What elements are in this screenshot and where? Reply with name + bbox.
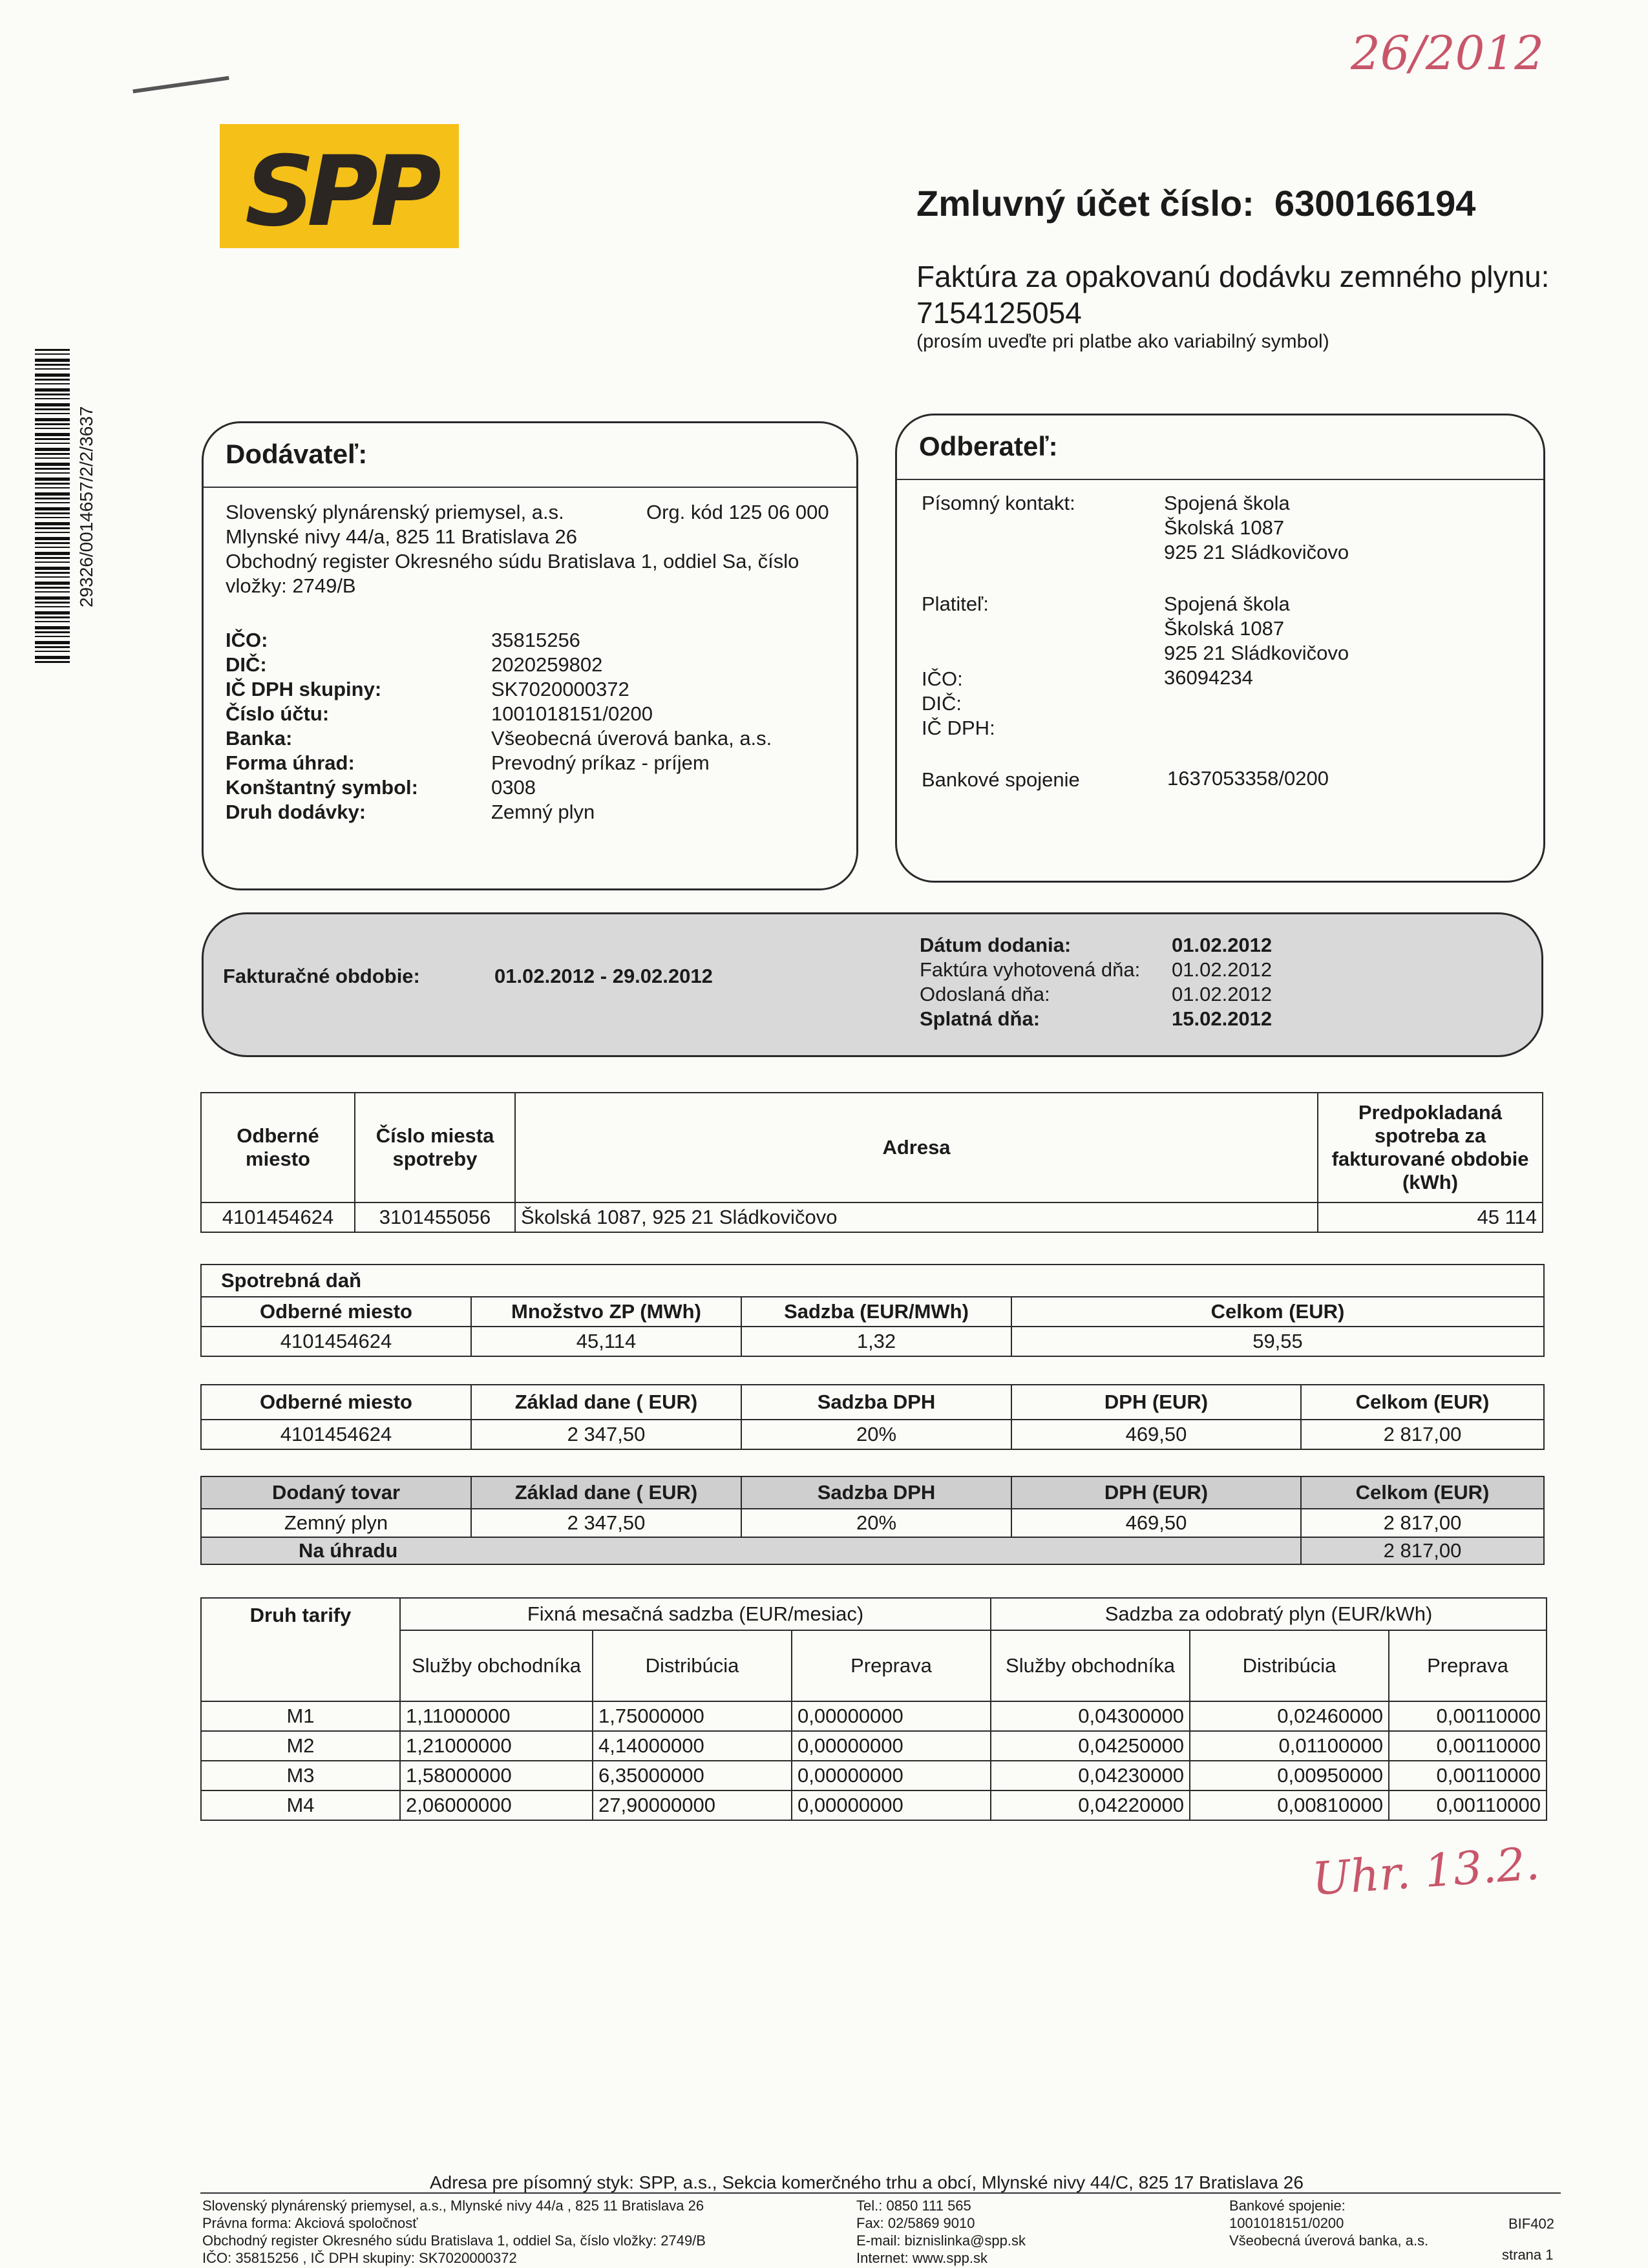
period-value: 01.02.2012 - 29.02.2012 [494,965,713,987]
ico-label: IČO: [922,667,963,690]
supplier-field-label: Banka: [226,727,293,750]
supplier-address: Mlynské nivy 44/a, 825 11 Bratislava 26 [226,525,577,548]
footer-mail-address: Adresa pre písomný styk: SPP, a.s., Sekcia komerčného trhu a obcí, Mlynské nivy 44/C, 825 17 Bratislava 26 [430,2172,1304,2192]
table-header: Sadzba (EUR/MWh) [741,1297,1011,1327]
period-date-label: Odoslaná dňa: [920,983,1050,1005]
table-header: Distribúcia [593,1630,792,1701]
tariff-cell: 0,00110000 [1389,1790,1547,1820]
footer-divider [200,2192,1561,2194]
table-header: Druh tarify [201,1598,400,1701]
tariff-cell: 27,90000000 [593,1790,792,1820]
tariff-row [201,1731,1547,1761]
period-date-label: Splatná dňa: [920,1007,1041,1030]
supplier-org-code: Org. kód 125 06 000 [646,501,829,523]
handwritten-paid-note: Uhr. 13.2. [1310,1836,1541,1906]
tariff-cell: 2,06000000 [400,1790,593,1820]
table-header: Služby obchodníka [991,1630,1190,1701]
supplier-field-label: DIČ: [226,653,267,676]
account-number: Zmluvný účet číslo: 6300166194 [916,183,1476,224]
tariff-cell: 0,00950000 [1190,1761,1389,1790]
bank-label: Bankové spojenie [922,768,1080,791]
period-date-value: 15.02.2012 [1172,1007,1273,1030]
contact-line: Spojená škola [1164,492,1290,514]
tariff-cell: 1,75000000 [593,1701,792,1731]
excise-title: Spotrebná daň [201,1265,1544,1297]
table-header: Odberné miesto [201,1297,471,1327]
supplier-field-value: 35815256 [491,629,580,651]
supplier-field-label: IČO: [226,629,268,651]
tariff-cell: 0,04300000 [991,1701,1190,1731]
table-header: Fixná mesačná sadzba (EUR/mesiac) [400,1598,991,1630]
supplier-heading: Dodávateľ: [226,439,368,469]
supplier-field-value: 1001018151/0200 [491,702,653,725]
supplier-box [202,421,858,890]
supplier-field-label: Konštantný symbol: [226,776,418,799]
supplier-field-value: 0308 [491,776,536,799]
period-date-label: Dátum dodania: [920,934,1072,956]
tariff-cell: 0,00110000 [1389,1731,1547,1761]
supplier-register: Obchodný register Okresného súdu Bratislava 1, oddiel Sa, číslo [226,550,799,572]
tariff-cell: M3 [201,1761,400,1790]
tariff-cell: 4,14000000 [593,1731,792,1761]
table-row: Zemný plyn 2 347,50 20% 469,50 2 817,00 [201,1509,1544,1537]
table-header: Sadzba DPH [741,1385,1011,1420]
spp-logo: SPP [220,124,459,248]
table-header: Adresa [515,1093,1318,1202]
footer-page: strana 1 [1502,2247,1554,2263]
tariff-cell: 1,21000000 [400,1731,593,1761]
tariff-cell: M1 [201,1701,400,1731]
tariff-cell: 0,00000000 [792,1761,991,1790]
bank-account: 1637053358/0200 [1167,767,1329,790]
tariff-row [201,1790,1547,1820]
tariff-cell: 0,00110000 [1389,1701,1547,1731]
contact-line: Školská 1087 [1164,516,1285,539]
period-date-value: 01.02.2012 [1172,958,1273,981]
dic-label: DIČ: [922,692,962,715]
contact-label: Písomný kontakt: [922,492,1075,514]
payer-label: Platiteľ: [922,593,989,615]
footer-bank: Bankové spojenie: 1001018151/0200 Všeobecná úverová banka, a.s. [1229,2198,1429,2249]
excise-tax-table [200,1264,1545,1357]
table-header: DPH (EUR) [1011,1385,1301,1420]
payer-line: Školská 1087 [1164,617,1285,640]
supplier-field-value: Zemný plyn [491,801,595,823]
table-header: Celkom (EUR) [1301,1385,1544,1420]
total-row [201,1537,1544,1564]
table-header: Celkom (EUR) [1301,1476,1544,1509]
period-date-label: Faktúra vyhotovená dňa: [920,958,1141,981]
vat-table [200,1384,1545,1450]
table-header: Odberné miesto [201,1385,471,1420]
barcode [35,349,70,666]
supplier-field-value: Všeobecná úverová banka, a.s. [491,727,772,750]
supplier-name: Slovenský plynárenský priemysel, a.s. [226,501,564,523]
tariff-cell: 0,02460000 [1190,1701,1389,1731]
tariff-cell: 6,35000000 [593,1761,792,1790]
table-header: Predpokladaná spotreba za fakturované obdobie (kWh) [1318,1093,1543,1202]
table-header: DPH (EUR) [1011,1476,1301,1509]
tariff-cell: 0,04230000 [991,1761,1190,1790]
goods-table [200,1476,1545,1565]
tariff-row [201,1761,1547,1790]
tariff-cell: 0,04250000 [991,1731,1190,1761]
tariff-cell: 0,01100000 [1190,1731,1389,1761]
period-date-value: 01.02.2012 [1172,934,1273,956]
customer-box [895,414,1545,883]
tariff-cell: 0,00000000 [792,1731,991,1761]
table-header: Množstvo ZP (MWh) [471,1297,741,1327]
period-date-value: 01.02.2012 [1172,983,1273,1005]
table-header: Služby obchodníka [400,1630,593,1701]
tariff-cell: 0,00000000 [792,1790,991,1820]
table-header: Distribúcia [1190,1630,1389,1701]
tariff-cell: 1,11000000 [400,1701,593,1731]
icdph-label: IČ DPH: [922,717,995,739]
footer-contact: Tel.: 0850 111 565 Fax: 02/5869 9010 E-mail: biznislinka@spp.sk Internet: www.spp.sk [856,2198,1026,2266]
payer-ico: 36094234 [1164,666,1253,689]
payer-line: Spojená škola [1164,593,1290,615]
tariff-cell: 1,58000000 [400,1761,593,1790]
tariff-cell: 0,04220000 [991,1790,1190,1820]
table-header: Základ dane ( EUR) [471,1385,741,1420]
contact-line: 925 21 Sládkovičovo [1164,541,1349,563]
footer-form-code: BIF402 [1508,2216,1554,2232]
customer-heading: Odberateľ: [919,431,1058,461]
supplier-field-value: SK7020000372 [491,678,629,700]
supplier-field-label: IČ DPH skupiny: [226,678,382,700]
table-row: 4101454624 2 347,50 20% 469,50 2 817,00 [201,1420,1544,1449]
table-header: Sadzba DPH [741,1476,1011,1509]
tariff-cell: M2 [201,1731,400,1761]
barcode-text: 29326/0014657/2/2/3637 [76,406,96,607]
table-header: Sadzba za odobratý plyn (EUR/kWh) [991,1598,1547,1630]
table-row: 4101454624 45,114 1,32 59,55 [201,1327,1544,1356]
pen-mark [132,76,229,94]
supplier-field-value: Prevodný príkaz - príjem [491,751,710,774]
billing-period-box [202,912,1543,1057]
table-header: Číslo miesta spotreby [355,1093,515,1202]
payer-line: 925 21 Sládkovičovo [1164,642,1349,664]
table-header: Preprava [1389,1630,1547,1701]
invoice-number: 7154125054 [916,296,1082,330]
footer-company: Slovenský plynárenský priemysel, a.s., Mlynské nivy 44/a , 825 11 Bratislava 26 Právna forma: Akciová spoločnosť Obchodný register Okresného súdu Bratislava 1, oddiel Sa, číslo vložky: 2749/B IČO: 35815256 , IČ DPH skupiny: SK7020000372 [202,2198,706,2266]
table-header: Preprava [792,1630,991,1701]
table-header: Odberné miesto [201,1093,355,1202]
supplier-field-label: Druh dodávky: [226,801,366,823]
table-header: Celkom (EUR) [1011,1297,1544,1327]
supplier-field-label: Forma úhrad: [226,751,355,774]
total-value: 2 817,00 [1301,1537,1544,1564]
table-header: Dodaný tovar [201,1476,471,1509]
table-header: Základ dane ( EUR) [471,1476,741,1509]
tariff-cell: 0,00810000 [1190,1790,1389,1820]
tariff-row [201,1701,1547,1731]
total-label: Na úhradu [201,1537,1301,1564]
consumption-place-table [200,1092,1543,1233]
invoice-note: (prosím uveďte pri platbe ako variabilný symbol) [916,331,1329,352]
tariff-cell: 0,00110000 [1389,1761,1547,1790]
table-row: 4101454624 3101455056 Školská 1087, 925 21 Sládkovičovo 45 114 [201,1202,1543,1232]
handwritten-reference: 26/2012 [1351,26,1545,80]
supplier-field-label: Číslo účtu: [226,702,330,725]
supplier-field-value: 2020259802 [491,653,603,676]
tariff-table [200,1597,1547,1821]
invoice-title: Faktúra za opakovanú dodávku zemného plynu: 7154125054 [916,258,1595,331]
tariff-cell: M4 [201,1790,400,1820]
supplier-register-2: vložky: 2749/B [226,574,356,597]
period-label: Fakturačné obdobie: [223,965,420,987]
tariff-cell: 0,00000000 [792,1701,991,1731]
